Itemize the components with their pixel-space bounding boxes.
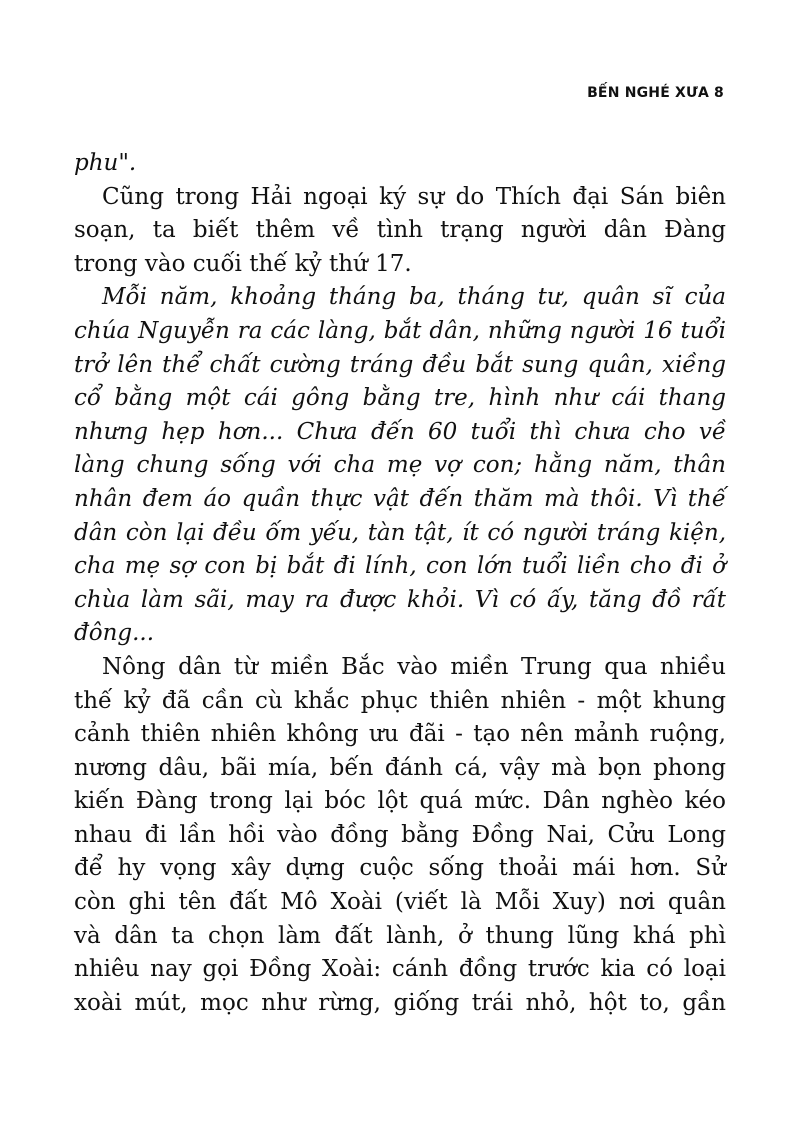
page-body <box>74 147 726 1020</box>
text-line: dân còn lại đều ốm yếu, tàn tật, ít có người tráng kiện, <box>74 519 726 546</box>
text-line: cổ bằng một cái gông bằng tre, hình như cái thang <box>74 385 726 412</box>
text-line: và dân ta chọn làm đất lành, ở thung lũng khá phì <box>74 922 726 949</box>
text-line: thế kỷ đã cần cù khắc phục thiên nhiên - một khung <box>74 687 726 714</box>
text-line: nhau đi lần hồi vào đồng bằng Đồng Nai, Cửu Long <box>74 821 726 848</box>
text-line: chùa làm sãi, may ra được khỏi. Vì có ấy, tăng đồ rất <box>74 586 726 613</box>
text-line: để hy vọng xây dựng cuộc sống thoải mái hơn. Sử <box>74 855 726 882</box>
text-line: soạn, ta biết thêm về tình trạng người dân Đàng <box>74 217 726 244</box>
text-line: nhân đem áo quần thực vật đến thăm mà thôi. Vì thế <box>74 485 726 512</box>
text-line: nhưng hẹp hơn... Chưa đến 60 tuổi thì chưa cho về <box>74 418 726 445</box>
text-line: Mỗi năm, khoảng tháng ba, tháng tư, quân sĩ của <box>102 284 726 311</box>
text-line: Cũng trong Hải ngoại ký sự do Thích đại Sán biên <box>102 183 726 210</box>
paragraph-2 <box>74 651 726 1021</box>
text-line: nhiêu nay gọi Đồng Xoài: cánh đồng trước kia có loại <box>74 956 726 983</box>
text-line: còn ghi tên đất Mô Xoài (viết là Mỗi Xuy) nơi quân <box>74 889 726 916</box>
text-line: cảnh thiên nhiên không ưu đãi - tạo nên mảnh ruộng, <box>74 721 726 748</box>
text-line: cha mẹ sợ con bị bắt đi lính, con lớn tuổi liền cho đi ở <box>74 553 726 580</box>
text-line: nương dâu, bãi mía, bến đánh cá, vậy mà bọn phong <box>74 754 726 781</box>
running-header: BẾN NGHÉ XƯA 8 <box>587 85 724 101</box>
text-line: kiến Đàng trong lại bóc lột quá mức. Dân nghèo kéo <box>74 788 726 815</box>
text-line: xoài mút, mọc như rừng, giống trái nhỏ, hột to, gần <box>74 989 726 1016</box>
text-line: trong vào cuối thế kỷ thứ 17. <box>74 250 412 277</box>
text-line: làng chung sống với cha mẹ vợ con; hằng năm, thân <box>74 452 726 479</box>
quoted-passage <box>74 281 726 651</box>
text-line: chúa Nguyễn ra các làng, bắt dân, những người 16 tuổi <box>74 317 726 344</box>
text-line: trở lên thể chất cường tráng đều bắt sung quân, xiềng <box>74 351 726 378</box>
text-line: Nông dân từ miền Bắc vào miền Trung qua nhiều <box>102 653 726 680</box>
opening-fragment: phu". <box>74 150 137 176</box>
text-line: đông... <box>74 620 155 647</box>
paragraph-1 <box>74 181 726 282</box>
